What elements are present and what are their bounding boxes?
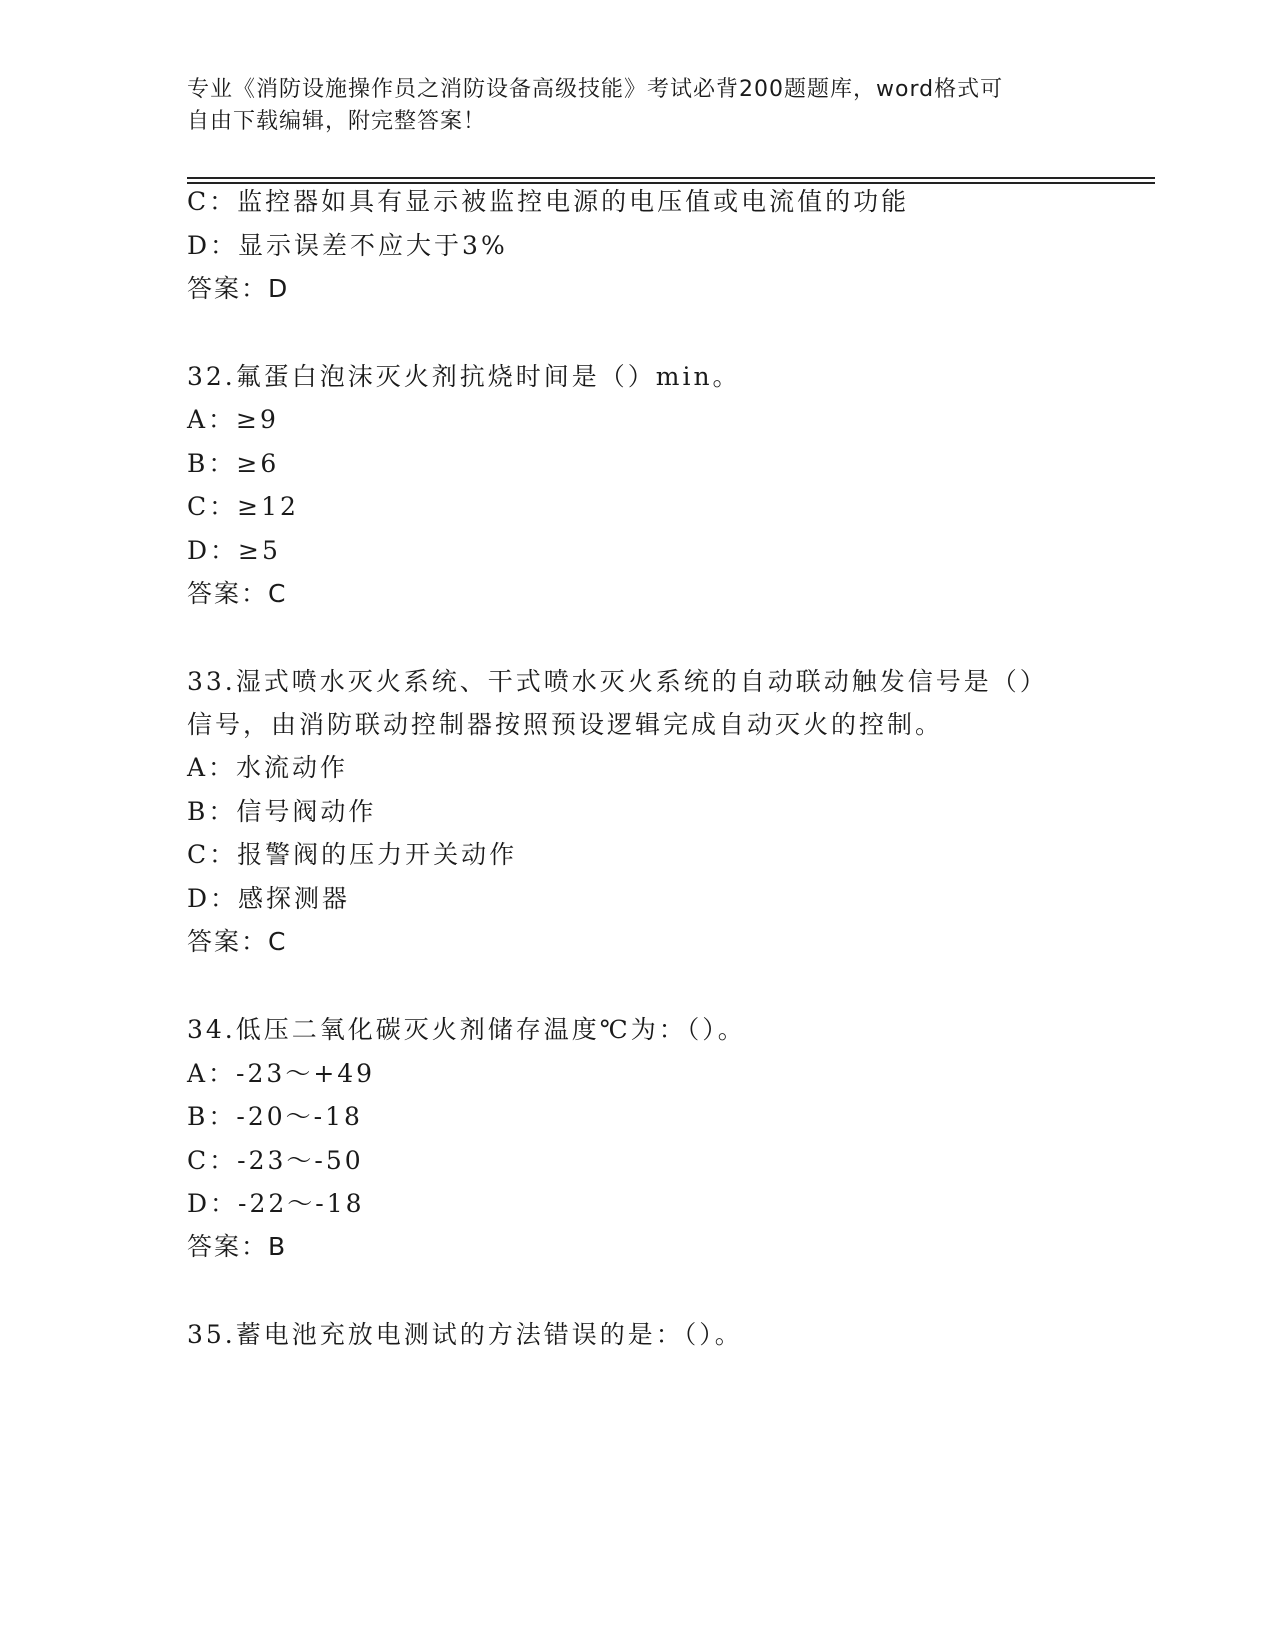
header-line-2: 自由下载编辑，附完整答案！	[187, 109, 487, 134]
question-stem: 33.湿式喷水灭火系统、干式喷水灭火系统的自动联动触发信号是（）	[187, 667, 1048, 696]
answer: 答案：C	[187, 579, 288, 608]
question-stem-continued: 信号，由消防联动控制器按照预设逻辑完成自动灭火的控制。	[187, 710, 944, 739]
option-d: D：-22～-18	[187, 1189, 365, 1218]
answer: 答案：C	[187, 927, 288, 956]
option-b: B：≥6	[187, 449, 280, 478]
option-d: D：≥5	[187, 536, 281, 565]
option-c: C：-23～-50	[187, 1146, 364, 1175]
question-stem: 34.低压二氧化碳灭火剂储存温度℃为：（）。	[187, 1015, 746, 1044]
header-line-1: 专业《消防设施操作员之消防设备高级技能》考试必背200题题库，word格式可	[187, 77, 1004, 102]
option-a: A：-23～+49	[187, 1059, 376, 1088]
option-b: B：-20～-18	[187, 1102, 363, 1131]
question-stem: 32.氟蛋白泡沫灭火剂抗烧时间是（）min。	[187, 362, 741, 391]
option-b: B：信号阀动作	[187, 797, 377, 826]
option-a: A：水流动作	[187, 753, 349, 782]
question-stem: 35.蓄电池充放电测试的方法错误的是：（）。	[187, 1320, 743, 1349]
option-a: A：≥9	[187, 405, 279, 434]
option-d: D：感探测器	[187, 884, 351, 913]
answer: 答案：B	[187, 1232, 288, 1261]
document-header	[187, 74, 1067, 138]
option-c: C：≥12	[187, 492, 299, 521]
header-divider-top	[187, 177, 1155, 179]
header-divider-bottom	[187, 182, 1155, 184]
option-c: C：监控器如具有显示被监控电源的电压值或电流值的功能	[187, 187, 910, 216]
option-c: C：报警阀的压力开关动作	[187, 840, 518, 869]
option-d: D：显示误差不应大于3%	[187, 231, 508, 260]
answer: 答案：D	[187, 274, 290, 303]
